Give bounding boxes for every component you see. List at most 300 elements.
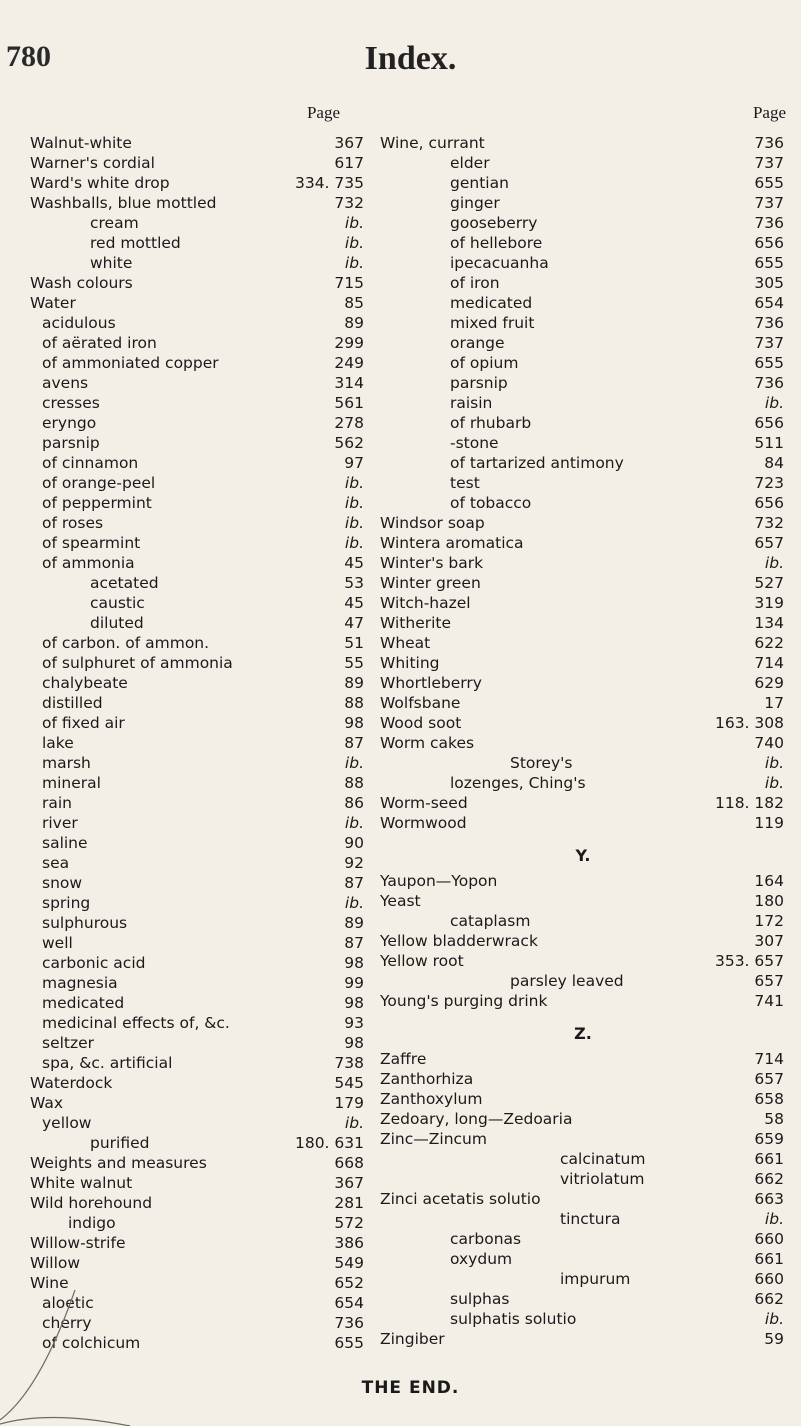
index-entry [380,1129,786,1149]
entry-term: carbonas [450,1230,522,1248]
entry-page: 658 [754,1090,784,1108]
entry-term: lozenges, Ching's [450,774,586,792]
entry-page: 723 [754,474,784,492]
index-entry [30,873,370,893]
index-entry [380,553,786,573]
entry-page: 172 [754,912,784,930]
page-title: Index. [364,40,457,77]
entry-page: ib. [764,1210,784,1228]
entry-page: 511 [754,434,784,452]
entry-page: 98 [344,954,364,972]
index-entry [30,1173,370,1193]
entry-page: 180 [754,892,784,910]
entry-term: vitriolatum [560,1170,645,1188]
index-entry [30,353,370,373]
entry-term: Zaffre [380,1050,427,1068]
entry-page: 98 [344,1034,364,1052]
index-entry [380,213,786,233]
entry-page: 299 [334,334,364,352]
entry-term: gentian [450,174,509,192]
index-entry [30,1033,370,1053]
index-entry [380,433,786,453]
entry-term: Water [30,294,76,312]
index-entry [380,673,786,693]
entry-page: 89 [344,314,364,332]
entry-term: Winter's bark [380,554,484,572]
index-entry [30,653,370,673]
paper-curl-mark [0,1290,140,1426]
index-entry [380,693,786,713]
entry-page: 662 [754,1170,784,1188]
index-entry [380,573,786,593]
entry-term: Wormwood [380,814,467,832]
entry-term: sulphurous [42,914,128,932]
page-column-label: Page [752,103,786,122]
index-entry [380,533,786,553]
entry-page: ib. [764,774,784,792]
index-entry [380,1309,786,1329]
entry-term: Young's purging drink [380,992,548,1010]
entry-page: 740 [754,734,784,752]
entry-page: 367 [334,134,364,152]
entry-page: 314 [334,374,364,392]
entry-term: orange [450,334,505,352]
entry-term: Wintera aromatica [380,534,524,552]
entry-page: 572 [334,1214,364,1232]
entry-term: rain [42,794,73,812]
entry-term: distilled [42,694,103,712]
index-entry [380,273,786,293]
right-column [380,103,786,1349]
entry-page: 353. 657 [714,952,784,970]
entry-term: Witherite [380,614,452,632]
entry-term: of opium [450,354,519,372]
entry-term: of rhubarb [450,414,532,432]
right-entries [380,133,786,1349]
section-letter: Z. [574,1024,592,1043]
entry-page: 45 [344,554,364,572]
index-entry [30,413,370,433]
entry-page: 736 [754,314,784,332]
entry-term: marsh [42,754,91,772]
entry-term: Wine [30,1274,69,1292]
entry-term: Wood soot [380,714,462,732]
entry-term: of fixed air [42,714,125,732]
entry-page: 562 [334,434,364,452]
entry-term: oxydum [450,1250,513,1268]
entry-term: Willow-strife [30,1234,126,1252]
entry-term: of ammoniated copper [42,354,219,372]
index-entry [30,1073,370,1093]
index-entry [380,633,786,653]
entry-term: white [90,254,133,272]
entry-term: Wash colours [30,274,133,292]
index-entry [380,353,786,373]
entry-term: spa, &c. artificial [42,1054,173,1072]
end-text: THE END. [361,1378,460,1398]
index-entry [380,951,786,971]
entry-page: 736 [754,214,784,232]
page-column-label: Page [306,103,340,122]
entry-term: White walnut [30,1174,133,1192]
entry-page: 53 [344,574,364,592]
entry-page: 334. 735 [294,174,364,192]
entry-term: Warner's cordial [30,154,155,172]
entry-page: 663 [754,1190,784,1208]
entry-term: Wild horehound [30,1194,153,1212]
entry-page: 88 [344,774,364,792]
index-entry [380,793,786,813]
index-entry [30,713,370,733]
entry-page: ib. [344,534,364,552]
entry-page: ib. [764,754,784,772]
entry-page: 655 [754,354,784,372]
index-entry [30,553,370,573]
entry-page: 367 [334,1174,364,1192]
entry-page: 98 [344,714,364,732]
entry-page: ib. [344,214,364,232]
entry-term: Worm cakes [380,734,475,752]
entry-term: Zingiber [380,1330,445,1348]
entry-page: ib. [764,1310,784,1328]
entry-page: 652 [334,1274,364,1292]
entry-page: 97 [344,454,364,472]
index-entry [30,193,370,213]
entry-page: 660 [754,1270,784,1288]
entry-page: 549 [334,1254,364,1272]
entry-page: 319 [754,594,784,612]
entry-term: diluted [90,614,144,632]
entry-page: 89 [344,674,364,692]
entry-page: 732 [754,514,784,532]
entry-term: mineral [42,774,101,792]
index-entry [30,313,370,333]
entry-page: 714 [754,654,784,672]
index-entry [380,991,786,1011]
entry-term: Waterdock [30,1074,113,1092]
index-entry [30,893,370,913]
index-entry [380,971,786,991]
entry-page: 657 [754,1070,784,1088]
entry-term: Wine, currant [380,134,485,152]
index-entry [30,1213,370,1233]
entry-term: magnesia [42,974,118,992]
entry-page: 92 [344,854,364,872]
entry-page: 55 [344,654,364,672]
index-entry [380,233,786,253]
entry-page: 47 [344,614,364,632]
index-entry [30,613,370,633]
index-entry [30,853,370,873]
index-entry [380,713,786,733]
index-entry [380,313,786,333]
entry-term: cherry [42,1314,92,1332]
entry-term: Walnut-white [30,134,132,152]
entry-term: impurum [560,1270,631,1288]
index-entry [380,1109,786,1129]
entry-term: parsley leaved [510,972,624,990]
entry-term: yellow [42,1114,92,1132]
entry-page: 99 [344,974,364,992]
entry-page: 305 [754,274,784,292]
entry-page: 90 [344,834,364,852]
entry-page: 87 [344,934,364,952]
entry-term: calcinatum [560,1150,646,1168]
entry-page: 249 [334,354,364,372]
index-entry [30,453,370,473]
entry-page: 86 [344,794,364,812]
entry-term: Willow [30,1254,81,1272]
entry-page: ib. [344,514,364,532]
entry-page: ib. [344,814,364,832]
entry-term: of peppermint [42,494,152,512]
index-entry [380,1149,786,1169]
index-entry [380,931,786,951]
index-entry [30,433,370,453]
entry-page: 656 [754,414,784,432]
entry-page: 656 [754,234,784,252]
entry-page: 737 [754,194,784,212]
entry-page: 45 [344,594,364,612]
index-entry [380,733,786,753]
entry-term: of carbon. of ammon. [42,634,210,652]
index-entry [30,773,370,793]
entry-page: 88 [344,694,364,712]
entry-term: Zinci acetatis solutio [380,1190,541,1208]
entry-term: spring [42,894,91,912]
index-entry [380,1189,786,1209]
entry-term: Yellow bladderwrack [380,932,538,950]
entry-term: Zanthoxylum [380,1090,483,1108]
index-entry [380,253,786,273]
entry-term: avens [42,374,89,392]
index-entry [30,993,370,1013]
index-entry [30,253,370,273]
entry-page: 278 [334,414,364,432]
entry-term: gooseberry [450,214,538,232]
entry-term: indigo [68,1214,116,1232]
index-entry [380,413,786,433]
entry-term: Yellow root [380,952,464,970]
index-entry [380,891,786,911]
entry-term: chalybeate [42,674,128,692]
index-entry [30,273,370,293]
entry-term: Weights and measures [30,1154,207,1172]
index-entry [30,593,370,613]
entry-page: 737 [754,154,784,172]
entry-term: Worm-seed [380,794,468,812]
index-entry [30,1253,370,1273]
entry-page: 98 [344,994,364,1012]
entry-page: ib. [764,554,784,572]
index-entry [30,493,370,513]
index-entry [380,1249,786,1269]
index-entry [380,473,786,493]
index-entry [30,973,370,993]
entry-term: elder [450,154,490,172]
entry-term: of sulphuret of ammonia [42,654,233,672]
index-entry [380,133,786,153]
left-column [30,103,370,1353]
entry-term: cresses [42,394,100,412]
entry-page: 87 [344,874,364,892]
entry-term: of spearmint [42,534,141,552]
entry-page: 17 [764,694,784,712]
index-entry [380,1169,786,1189]
entry-term: medicated [42,994,125,1012]
index-entry [380,1229,786,1249]
entry-page: 655 [334,1334,364,1352]
index-entry [380,613,786,633]
entry-page: 657 [754,972,784,990]
entry-page: 736 [754,134,784,152]
entry-page: 654 [334,1294,364,1312]
entry-term: raisin [450,394,493,412]
index-entry [30,213,370,233]
entry-page: 58 [764,1110,784,1128]
index-entry [30,813,370,833]
index-entry [30,533,370,553]
entry-term: Ward's white drop [30,174,170,192]
index-entry [30,133,370,153]
entry-term: -stone [450,434,499,452]
entry-page: ib. [344,894,364,912]
entry-page: ib. [344,754,364,772]
entry-page: 659 [754,1130,784,1148]
entry-term: of aërated iron [42,334,157,352]
index-entry [30,953,370,973]
entry-term: sea [42,854,70,872]
index-entry [30,693,370,713]
entry-term: medicated [450,294,533,312]
entry-page: 386 [334,1234,364,1252]
index-entry [380,1289,786,1309]
entry-page: 545 [334,1074,364,1092]
entry-page: 715 [334,274,364,292]
entry-term: Yeast [380,892,421,910]
left-column-header [30,103,370,133]
entry-page: ib. [344,234,364,252]
entry-term: ginger [450,194,500,212]
entry-page: 89 [344,914,364,932]
index-entry [380,1209,786,1229]
index-entry [30,573,370,593]
entry-page: 561 [334,394,364,412]
left-entries [30,133,370,1353]
entry-page: 85 [344,294,364,312]
index-entry [380,1049,786,1069]
entry-page: 622 [754,634,784,652]
entry-page: 732 [334,194,364,212]
index-entry [30,393,370,413]
entry-term: Wheat [380,634,431,652]
index-entry [30,513,370,533]
index-entry [380,1329,786,1349]
index-entry [30,473,370,493]
index-entry [30,373,370,393]
index-entry [30,233,370,253]
entry-term: of hellebore [450,234,543,252]
index-entry [30,933,370,953]
index-entry [30,1113,370,1133]
entry-page: 118. 182 [714,794,784,812]
entry-page: 93 [344,1014,364,1032]
index-entry [380,753,786,773]
entry-term: Witch-hazel [380,594,471,612]
entry-page: ib. [344,494,364,512]
entry-term: of cinnamon [42,454,139,472]
entry-term: lake [42,734,74,752]
entry-page: 655 [754,254,784,272]
index-entry [30,673,370,693]
entry-term: carbonic acid [42,954,146,972]
index-entry [380,593,786,613]
entry-page: 51 [344,634,364,652]
index-entry [380,513,786,533]
entry-page: 654 [754,294,784,312]
index-entry [30,1013,370,1033]
section-letter: Y. [575,846,591,865]
entry-term: sulphatis solutio [450,1310,577,1328]
entry-term: Winter green [380,574,481,592]
index-entry [380,1089,786,1109]
index-entry [380,453,786,473]
right-column-header [380,103,786,133]
entry-page: ib. [764,394,784,412]
index-entry [30,1153,370,1173]
index-entry [30,1053,370,1073]
entry-term: Wax [30,1094,64,1112]
index-entry [30,753,370,773]
entry-term: cream [90,214,139,232]
index-entry [30,833,370,853]
entry-term: Zinc—Zincum [380,1130,487,1148]
index-entry [380,653,786,673]
entry-term: of colchicum [42,1334,141,1352]
entry-term: of orange-peel [42,474,156,492]
entry-page: 163. 308 [714,714,784,732]
index-entry [30,173,370,193]
index-entry [380,911,786,931]
entry-term: acidulous [42,314,116,332]
index-entry [380,813,786,833]
index-entry [30,1133,370,1153]
index-entry [380,173,786,193]
entry-page: 714 [754,1050,784,1068]
entry-term: eryngo [42,414,97,432]
index-entry [380,333,786,353]
entry-term: of roses [42,514,104,532]
entry-term: of tartarized antimony [450,454,624,472]
entry-page: 281 [334,1194,364,1212]
index-entry [30,333,370,353]
entry-page: 87 [344,734,364,752]
entry-page: 180. 631 [294,1134,364,1152]
entry-page: 629 [754,674,784,692]
entry-page: 179 [334,1094,364,1112]
entry-term: sulphas [450,1290,510,1308]
index-entry [380,153,786,173]
index-entry [30,153,370,173]
entry-term: of ammonia [42,554,135,572]
entry-page: ib. [344,254,364,272]
entry-page: 668 [334,1154,364,1172]
entry-page: 737 [754,334,784,352]
entry-term: ipecacuanha [450,254,549,272]
entry-term: Wolfsbane [380,694,461,712]
entry-term: river [42,814,78,832]
entry-term: Yaupon—Yopon [380,872,498,890]
